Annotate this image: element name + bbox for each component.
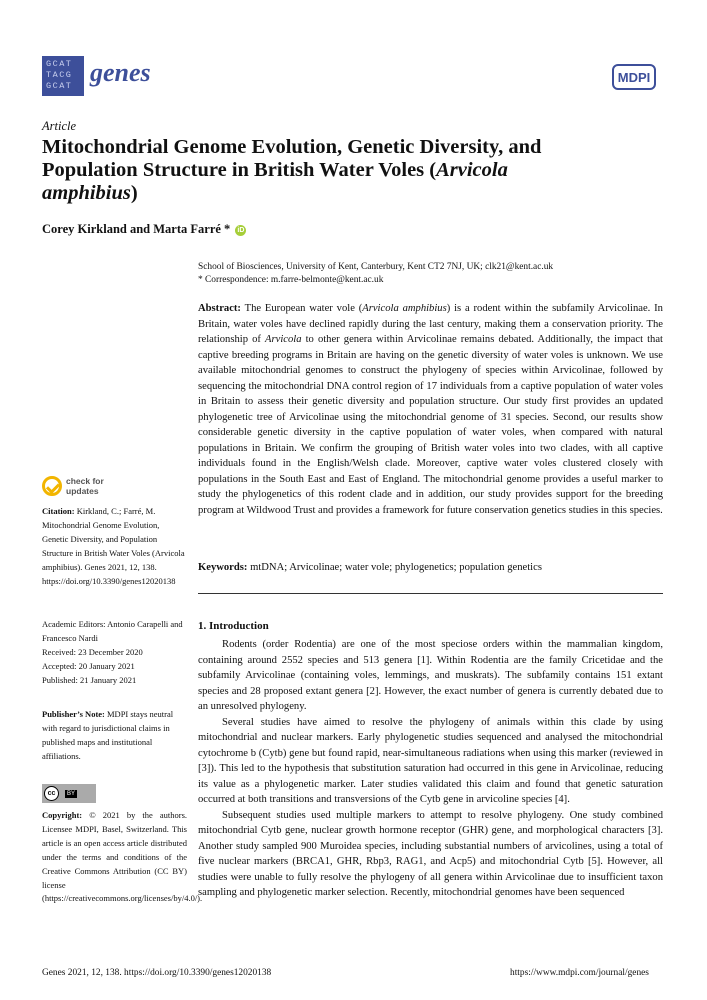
published-date: Published: 21 January 2021 (42, 674, 137, 685)
publisher-note-label: Publisher’s Note: (42, 709, 105, 719)
divider (198, 593, 663, 594)
section-heading: 1. Introduction (198, 620, 269, 632)
abstract-label: Abstract: (198, 303, 241, 314)
title-text: Mitochondrial Genome Evolution, Genetic Diversity, and Population Structure in British Water Voles ( (42, 136, 542, 181)
affiliation: School of Biosciences, University of Kent, Canterbury, Kent CT2 7NJ, UK; clk21@kent.ac.uk (198, 262, 554, 272)
article-type: Article (42, 119, 77, 133)
citation-label: Citation: (42, 506, 75, 516)
logo-line: GCAT (46, 59, 73, 69)
check-updates-label (66, 476, 104, 496)
footer-journal-link[interactable]: https://www.mdpi.com/journal/genes (510, 968, 649, 978)
cc-by-icon: BY (67, 790, 76, 797)
editorial-info (42, 618, 187, 688)
check-updates-line: check for (66, 476, 104, 486)
paragraph: Subsequent studies used multiple markers to attempt to resolve phylogeny. One study combined mitochondrial Cytb gene, nuclear growth hormone receptor (GHR) gene, and morphological characters [3]. Another study sampled 900 Muroidea species, including substantial numbers of arvicolines, using a total of five nuclear markers (BRCA1, GHR, Rbp3, RAG1, and Acp5) and mitochondrial Cytb [5]. However, all studies were unable to fully resolve the phylogeny of all genera within Arvicolinae due to insufficient taxon sampling and phylogenetic marker selection. Recently, mitochondrial genomes have been sequenced (198, 809, 663, 898)
authors (42, 222, 246, 237)
title-species: Arvicola amphibius (42, 159, 508, 204)
publisher-note (42, 708, 187, 764)
abstract-species: Arvicola amphibius (362, 303, 447, 314)
orcid-icon[interactable]: iD (237, 227, 245, 234)
abstract-text: The European water vole ( (244, 303, 363, 314)
academic-editors: Academic Editors: Antonio Carapelli and Francesco Nardi (42, 619, 183, 643)
logo-line: TACG (46, 70, 73, 81)
check-icon (42, 476, 62, 496)
abstract (198, 301, 663, 518)
abstract-text: to other genera within Arvicolinae remains debated. Additionally, the impact that captive breeding programs in Britain are having on the genetic diversity of water voles is unknown. We use available mitochondrial genomes to construct the phylogeny of species within Arvicolinae, followed by sequencing the mitochondrial DNA control region of 17 individuals from a captive population of water voles in Britain to assess their genetic diversity and population structure. Our study first provides an updated phylogenetic tree of Arvicolinae using the mitochondrial genome of 31 species. Second, our results show considerable genetic diversity in the captive population of water voles, when compared with natural populations in Britain. We confirm the grouping of British water voles into two clades, with all captive individuals found in the English/Welsh clade. Moreover, captive water voles clustered closely with populations in the South East and East of England. The mitochondrial genome provides a useful marker to study the phylogenetics of this rodent clade and in addition, our study provides support for the breeding program at Wildwood Trust and provides a framework for future conservation genetics studies in this species. (198, 334, 663, 516)
copyright (42, 809, 203, 906)
cc-license-badge[interactable] (42, 784, 96, 803)
affiliations (198, 261, 638, 287)
check-updates-line: updates (66, 486, 99, 496)
paragraph: Rodents (order Rodentia) are one of the most speciose orders within the mammalian kingdom, containing around 2552 species and 513 genera [1]. Within Rodentia are the family Cricetidae and the subfamily Arvicolinae (containing voles, lemmings, and muskrats). The subfamily contains 151 extant species and 28 proposed extant genera [2]. However, the exact number of genera is currently debated due to an unresolved phylogeny. (198, 639, 663, 712)
correspondence: * Correspondence: m.farre-belmonte@kent.ac.uk (198, 275, 384, 285)
copyright-text: © 2021 by the authors. Licensee MDPI, Basel, Switzerland. This article is an open access article distributed under the terms and conditions of the Creative Commons Attribution (CC BY) license (https://creativecommons.org/licenses/by/4.0/). (42, 810, 203, 904)
author-names: Corey Kirkland and Marta Farré * (42, 222, 231, 236)
keywords-label: Keywords: (198, 562, 248, 573)
received-date: Received: 23 December 2020 (42, 646, 143, 657)
abstract-text: ) is a rodent within the subfamily Arvicolinae. In Britain, water voles have declined rapidly during the last century, making them a conservation priority. The relationship of (198, 303, 663, 345)
article-title (42, 136, 602, 205)
journal-name: genes (90, 58, 151, 87)
accepted-date: Accepted: 20 January 2021 (42, 660, 135, 671)
mdpi-logo[interactable]: MDPI (612, 64, 656, 90)
journal-logo (42, 56, 84, 96)
paragraph: Several studies have aimed to resolve the phylogeny of animals within this clade by using mitochondrial and nuclear markers. Early phylogenetic studies sequenced and analysed the mitochondrial cytochrome b (Cytb) gene but found rapid, near-simultaneous radiations when using this marker (reviewed in [3]). This led to the hypothesis that substitution saturation had occurred in this gene in Arvicolinae, reducing its value as a phylogenetic marker. Later studies validated this claim and found that genetic saturation occurred at both transitions and transversions of the Cytb gene in arvicoline species [4]. (198, 716, 663, 805)
citation (42, 505, 187, 588)
copyright-label: Copyright: (42, 810, 83, 820)
check-for-updates-button[interactable] (42, 476, 152, 498)
cc-icon: cc (44, 786, 59, 801)
footer-citation[interactable]: Genes 2021, 12, 138. https://doi.org/10.3390/genes12020138 (42, 968, 272, 978)
title-end: ) (130, 182, 138, 204)
keywords-text: mtDNA; Arvicolinae; water vole; phylogenetics; population genetics (250, 562, 542, 573)
section-body (198, 637, 663, 901)
abstract-genus: Arvicola (265, 334, 302, 345)
publisher-note-text: MDPI stays neutral with regard to jurisdictional claims in published maps and institutional affiliations. (42, 709, 174, 761)
logo-line: GCAT (46, 81, 73, 92)
keywords (198, 560, 663, 576)
citation-text: Kirkland, C.; Farré, M. Mitochondrial Genome Evolution, Genetic Diversity, and Population Structure in British Water Voles (Arvicola amphibius). Genes 2021, 12, 138. https://doi.org/10.3390/genes12020138 (42, 506, 185, 586)
